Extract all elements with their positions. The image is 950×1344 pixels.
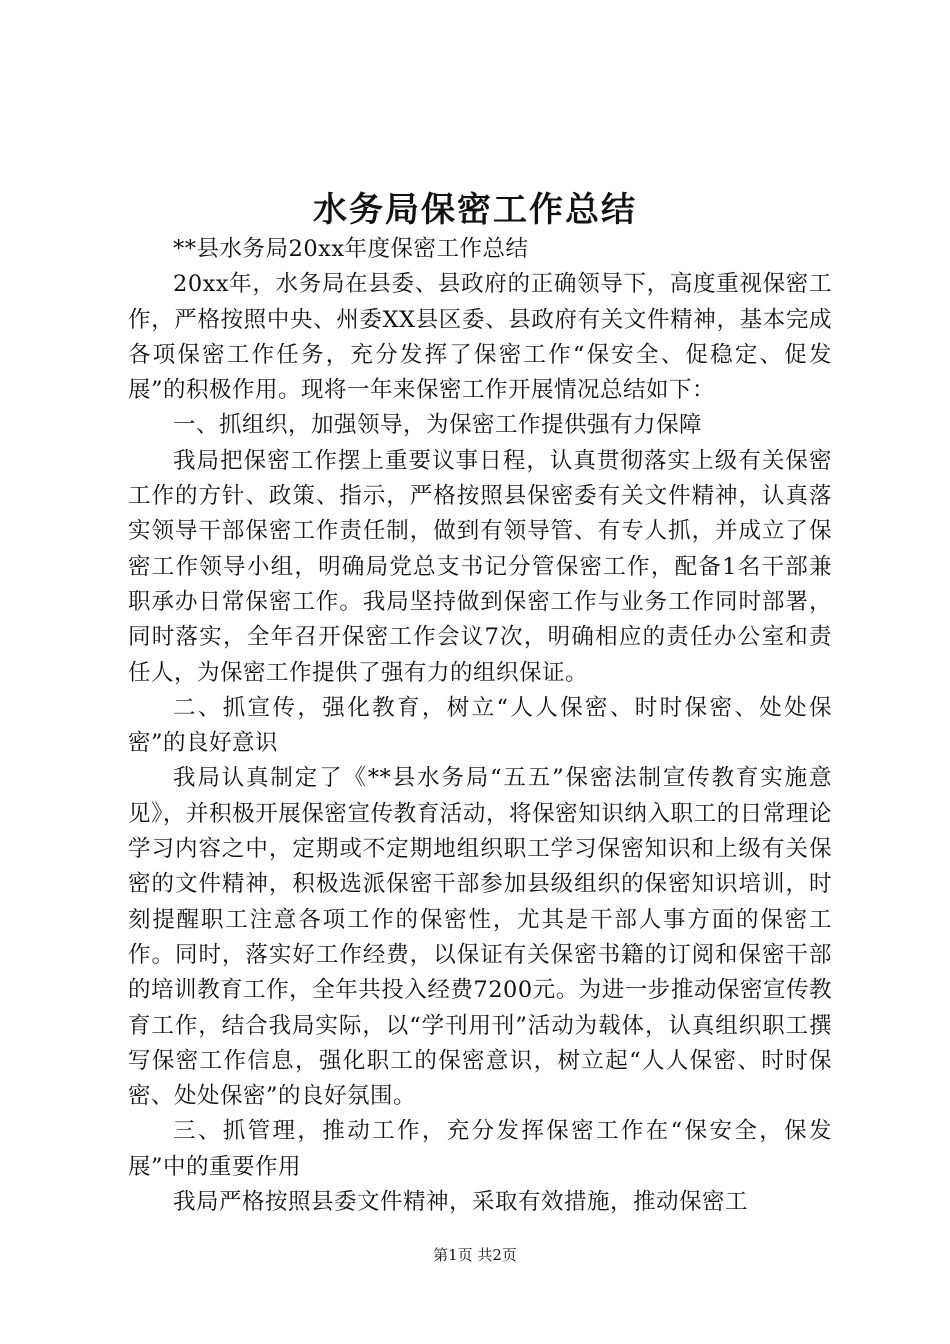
document-title: 水务局保密工作总结: [313, 190, 637, 230]
section-paragraph-1: 我局把保密工作摆上重要议事日程，认真贯彻落实上级有关保密工作的方针、政策、指示，严格按照县保密委有关文件精神，认真落实领导干部保密工作责任制，做到有领导管、有专人抓，并成立了保密工作领导小组，明确局党总支书记分管保密工作，配备1名干部兼职承办日常保密工作。我局坚持做到保密工作与业务工作同时部署，同时落实，全年召开保密工作会议7次，明确相应的责任办公室和责任人，为保密工作提供了强有力的组织保证。: [128, 447, 832, 686]
subtitle-paragraph: **县水务局20xx年度保密工作总结: [173, 236, 529, 262]
section-paragraph-2: 我局认真制定了《**县水务局“五五”保密法制宣传教育实施意见》，并积极开展保密宣传教育活动，将保密知识纳入职工的日常理论学习内容之中，定期或不定期地组织职工学习保密知识和上级有关保密的文件精神，积极选派保密干部参加县级组织的保密知识培训，时刻提醒职工注意各项工作的保密性，尤其是干部人事方面的保密工作。同时，落实好工作经费，以保证有关保密书籍的订阅和保密干部的培训教育工作，全年共投入经费7200元。为进一步推动保密宣传教育工作，结合我局实际，以“学刊用刊”活动为载体，认真组织职工撰写保密工作信息，强化职工的保密意识，树立起“人人保密、时时保密、处处保密”的良好氛围。: [128, 765, 832, 1110]
document-body: [128, 232, 832, 1220]
section-heading-2: 二、抓宣传，强化教育，树立“人人保密、时时保密、处处保密”的良好意识: [128, 694, 832, 757]
section-paragraph-3: 我局严格按照县委文件精神，采取有效措施，推动保密工: [173, 1189, 749, 1216]
page-number-footer: 第1页 共2页: [433, 1246, 517, 1264]
intro-paragraph: 20xx年，水务局在县委、县政府的正确领导下，高度重视保密工作，严格按照中央、州委XX县区委、县政府有关文件精神，基本完成各项保密工作任务，充分发挥了保密工作“保安全、促稳定、促发展”的积极作用。现将一年来保密工作开展情况总结如下：: [128, 271, 832, 404]
section-heading-1: 一、抓组织，加强领导，为保密工作提供强有力保障: [173, 412, 703, 439]
section-heading-3: 三、抓管理，推动工作，充分发挥保密工作在“保安全，保发展”中的重要作用: [128, 1118, 832, 1180]
